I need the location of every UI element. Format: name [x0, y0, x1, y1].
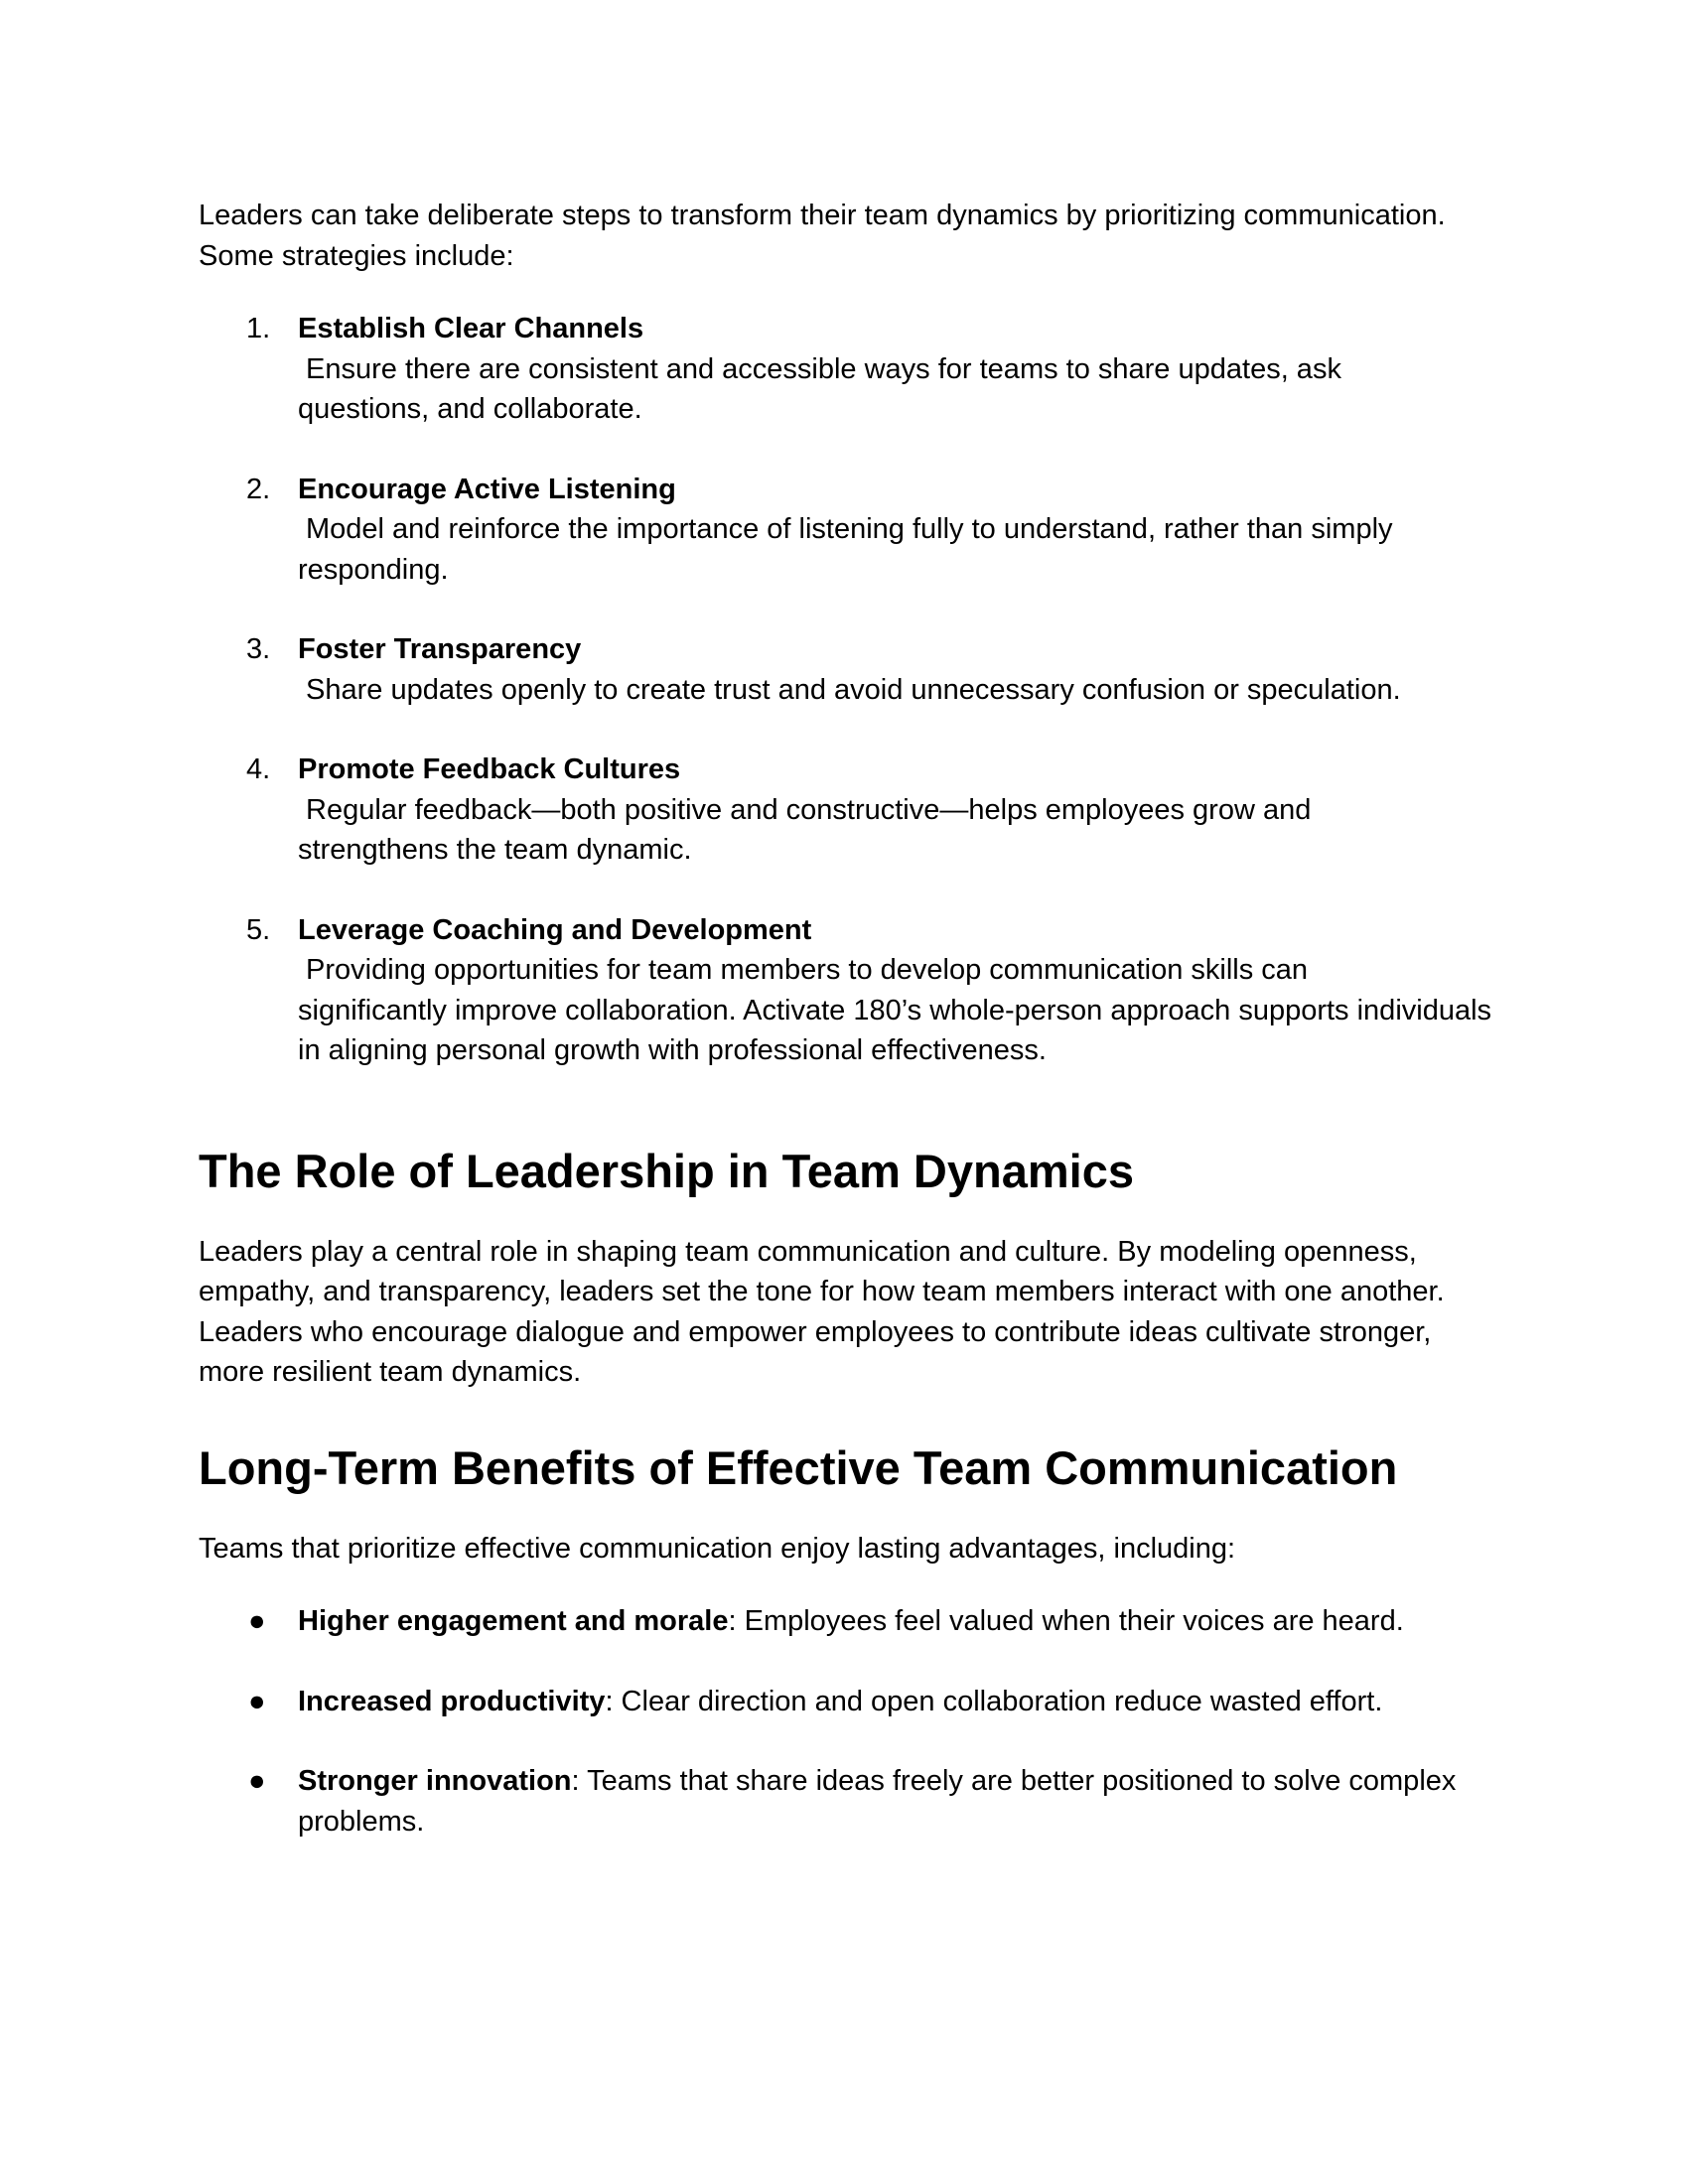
- list-item: [199, 629, 1499, 710]
- intro-paragraph: Leaders can take deliberate steps to transform their team dynamics by prioritizing communication. Some strategies include:: [199, 200, 1446, 272]
- list-item-description: Share updates openly to create trust and avoid unnecessary confusion or speculation.: [306, 673, 1401, 706]
- list-item-description: Providing opportunities for team members to develop communication skills can: [306, 954, 1309, 986]
- bullet-icon: ●: [248, 1685, 266, 1717]
- section-heading-role: The Role of Leadership in Team Dynamics: [199, 1144, 1134, 1197]
- benefit-term: Stronger innovation: [298, 1765, 572, 1797]
- list-item-description-cont: questions, and collaborate.: [298, 393, 642, 425]
- benefit-text: : Employees feel valued when their voices are heard.: [728, 1605, 1404, 1637]
- list-item-title: Leverage Coaching and Development: [298, 913, 812, 946]
- document-page: [199, 196, 1499, 1881]
- list-item-title: Foster Transparency: [298, 633, 582, 665]
- list-number: 5.: [246, 913, 271, 946]
- list-item-description-cont: responding.: [298, 553, 449, 586]
- bullet-icon: ●: [248, 1605, 266, 1637]
- benefit-term: Higher engagement and morale: [298, 1605, 729, 1637]
- list-item-title: Promote Feedback Cultures: [298, 753, 681, 785]
- list-item-description-cont: significantly improve collaboration. Activate 180’s whole-person approach supports individuals in aligning personal growth with professional effectiveness.: [298, 994, 1492, 1066]
- benefits-list: [199, 1601, 1499, 1842]
- list-item: [199, 910, 1499, 1071]
- bullet-icon: ●: [248, 1765, 266, 1797]
- strategies-list: [199, 309, 1499, 1071]
- list-item-title: Encourage Active Listening: [298, 473, 676, 505]
- list-item-title: Establish Clear Channels: [298, 313, 644, 344]
- list-item-description-cont: strengthens the team dynamic.: [298, 834, 692, 866]
- role-paragraph: Leaders play a central role in shaping team communication and culture. By modeling openness, empathy, and transparency, leaders set the tone for how team members interact with one another. Leaders who encourage dialogue and empower employees to contribute ideas cultivate stronger, more resilient team dynamics.: [199, 1235, 1445, 1388]
- benefits-intro-paragraph: Teams that prioritize effective communication enjoy lasting advantages, including:: [199, 1532, 1236, 1565]
- list-number: 3.: [246, 633, 271, 665]
- benefit-term: Increased productivity: [298, 1685, 606, 1717]
- list-item: [199, 750, 1499, 871]
- section-heading-benefits: Long-Term Benefits of Effective Team Communication: [199, 1440, 1398, 1494]
- list-item: [199, 470, 1499, 591]
- benefit-text: : Clear direction and open collaboration reduce wasted effort.: [605, 1685, 1383, 1717]
- list-item-description: Model and reinforce the importance of listening fully to understand, rather than simply: [306, 513, 1393, 545]
- list-item: [199, 1761, 1499, 1842]
- list-item: [199, 309, 1499, 430]
- benefit-text: : Teams that share ideas freely are better positioned to solve complex problems.: [298, 1765, 1457, 1838]
- list-item: [199, 1601, 1499, 1642]
- list-item: [199, 1682, 1499, 1722]
- list-item-description: Regular feedback—both positive and constructive—helps employees grow and: [306, 793, 1312, 826]
- list-number: 4.: [246, 753, 271, 785]
- list-number: 1.: [246, 313, 271, 344]
- list-number: 2.: [246, 473, 271, 505]
- list-item-description: Ensure there are consistent and accessible ways for teams to share updates, ask: [306, 352, 1341, 385]
